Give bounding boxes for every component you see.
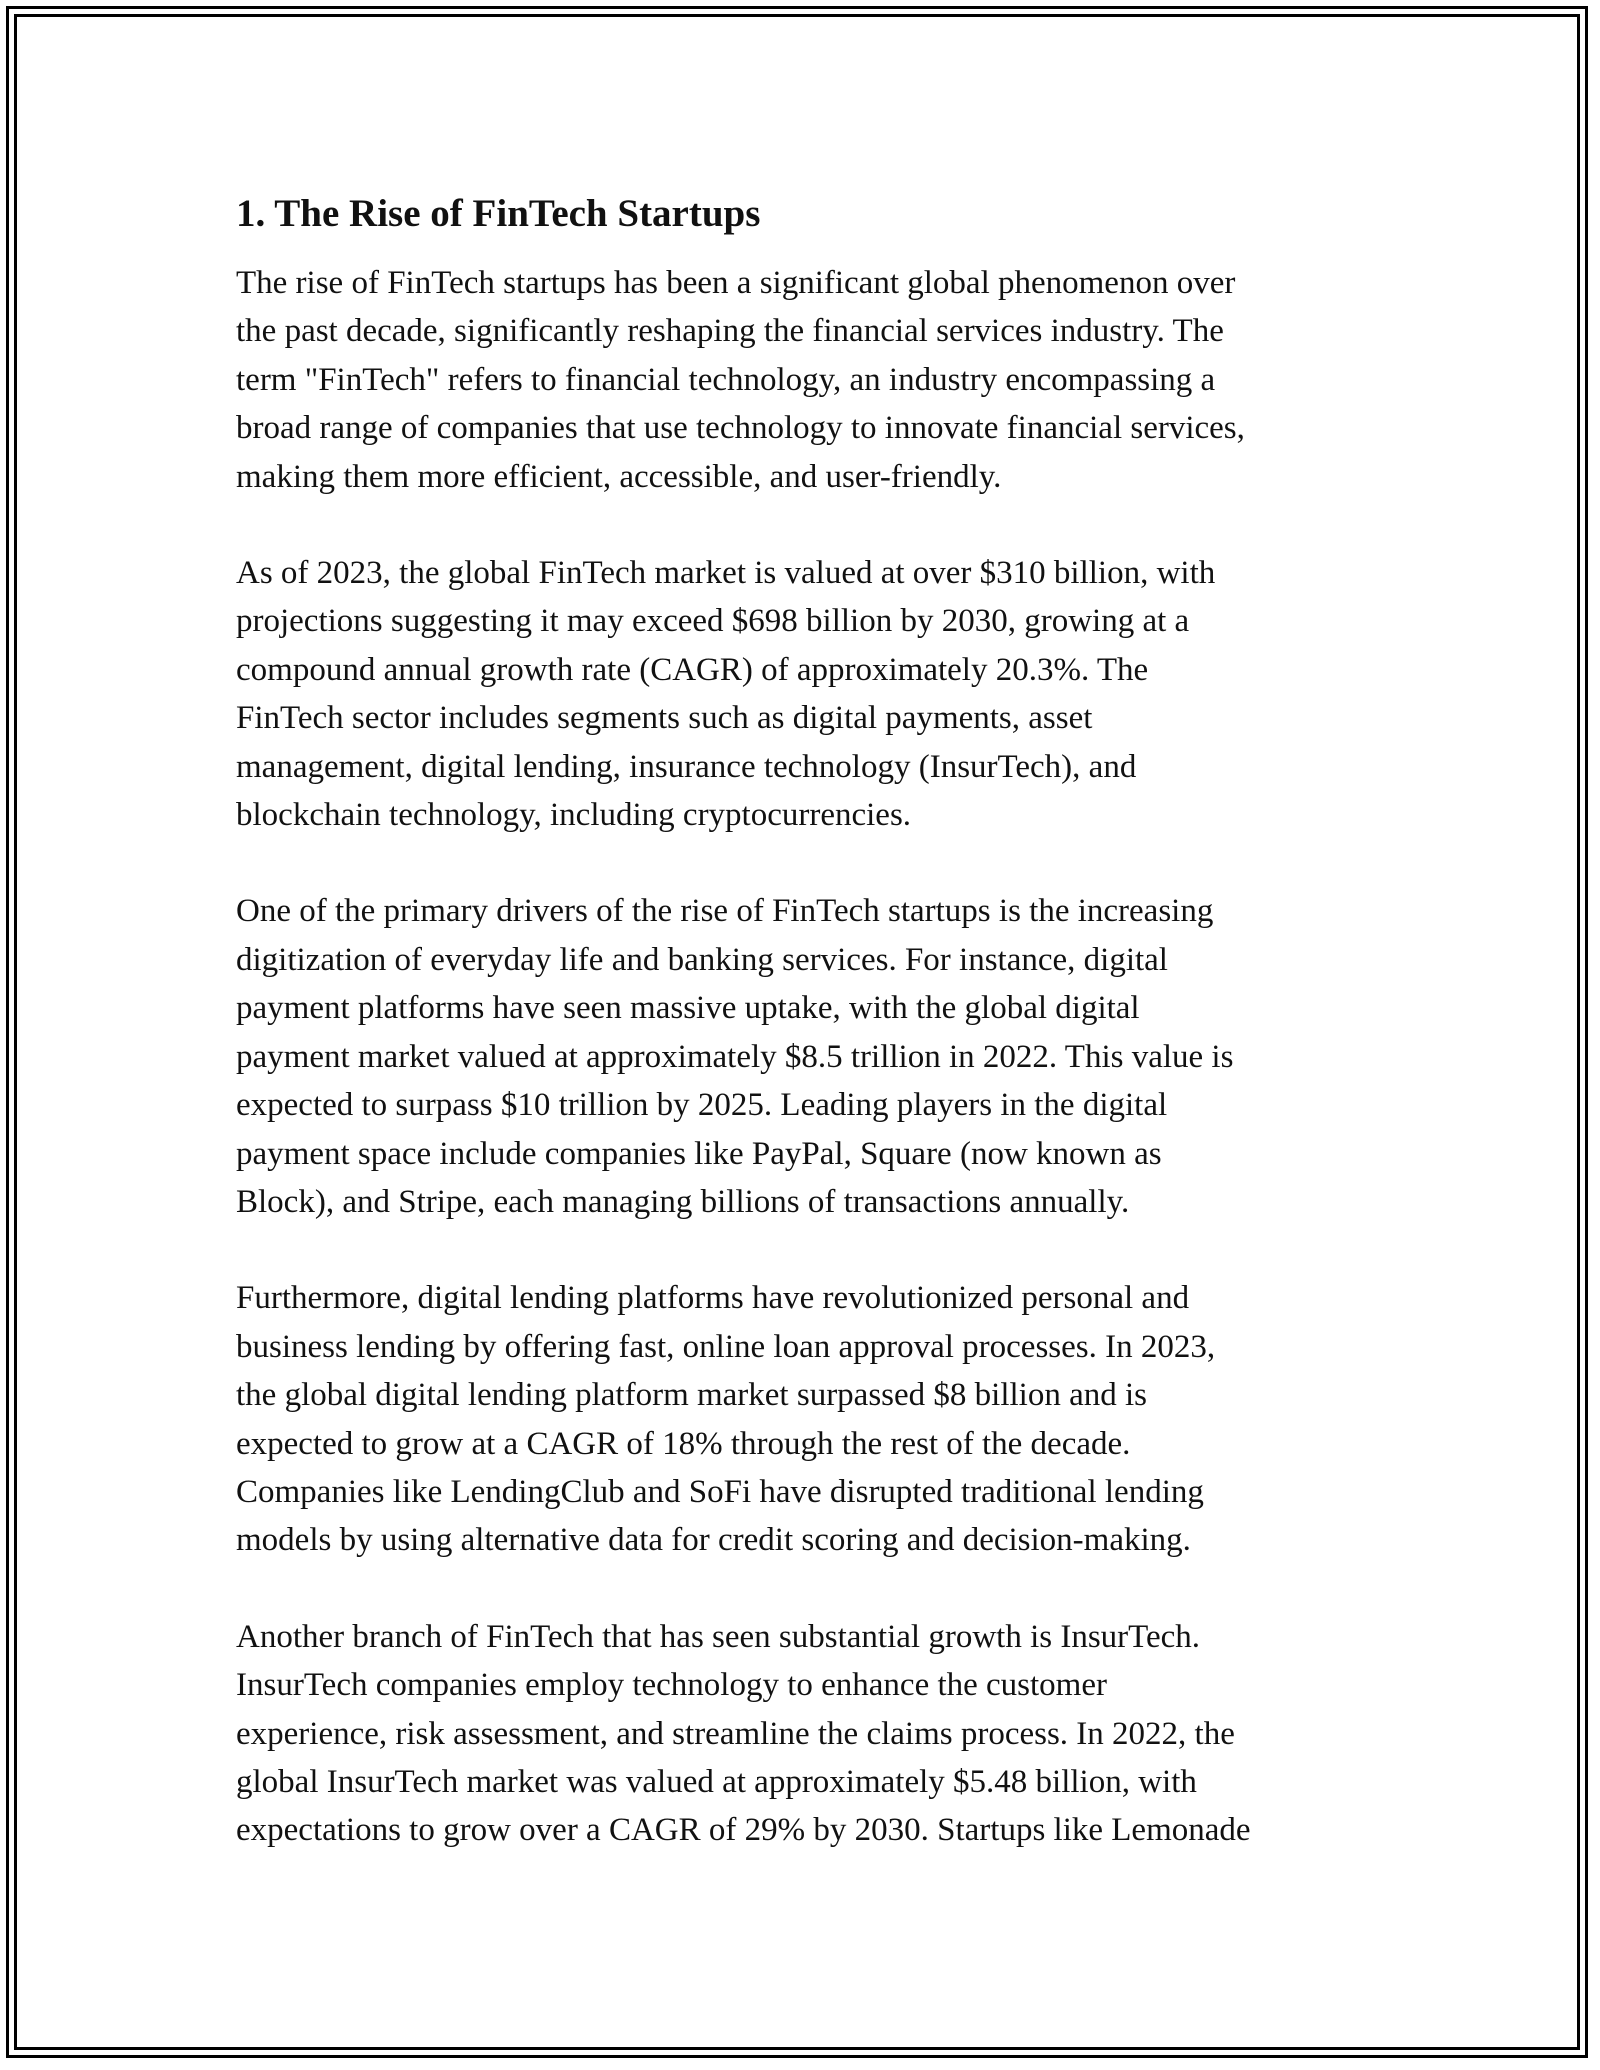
paragraph-intro (236, 259, 1376, 501)
text-line: blockchain technology, including cryptocurrencies. (236, 797, 912, 834)
text-line: FinTech sector includes segments such as digital payments, asset (236, 700, 1093, 737)
text-line: payment market valued at approximately $8.5 trillion in 2022. This value is (236, 1038, 1234, 1075)
text-line: InsurTech companies employ technology to enhance the customer (236, 1667, 1107, 1704)
text-line: One of the primary drivers of the rise of FinTech startups is the increasing (236, 893, 1214, 930)
document-body (236, 185, 1376, 1903)
text-line: term "FinTech" refers to financial technology, an industry encompassing a (236, 361, 1216, 398)
text-line: the past decade, significantly reshaping the financial services industry. The (236, 313, 1224, 350)
text-line: broad range of companies that use technology to innovate financial services, (236, 410, 1245, 447)
section-heading: 1. The Rise of FinTech Startups (236, 192, 761, 235)
text-line: As of 2023, the global FinTech market is valued at over $310 billion, with (236, 555, 1216, 592)
text-line: Furthermore, digital lending platforms have revolutionized personal and (236, 1280, 1190, 1317)
text-line: Companies like LendingClub and SoFi have disrupted traditional lending (236, 1473, 1204, 1510)
paragraph-digital-lending (236, 1274, 1376, 1564)
text-line: experience, risk assessment, and streamline the claims process. In 2022, the (236, 1715, 1235, 1752)
text-line: compound annual growth rate (CAGR) of approximately 20.3%. The (236, 651, 1149, 688)
paragraph-digital-payments (236, 887, 1376, 1226)
text-line: global InsurTech market was valued at approximately $5.48 billion, with (236, 1763, 1197, 1800)
text-line: expected to grow at a CAGR of 18% through the rest of the decade. (236, 1425, 1131, 1462)
text-line: projections suggesting it may exceed $698 billion by 2030, growing at a (236, 603, 1190, 640)
text-line: management, digital lending, insurance technology (InsurTech), and (236, 748, 1137, 785)
text-line: Block), and Stripe, each managing billions of transactions annually. (236, 1183, 1130, 1220)
text-line: expected to surpass $10 trillion by 2025. Leading players in the digital (236, 1087, 1168, 1124)
text-line: expectations to grow over a CAGR of 29% by 2030. Startups like Lemonade (236, 1812, 1251, 1849)
text-line: business lending by offering fast, online loan approval processes. In 2023, (236, 1328, 1216, 1365)
text-line: The rise of FinTech startups has been a significant global phenomenon over (236, 265, 1236, 301)
text-line: models by using alternative data for credit scoring and decision-making. (236, 1522, 1191, 1559)
paragraph-insurtech (236, 1613, 1376, 1855)
text-line: Another branch of FinTech that has seen substantial growth is InsurTech. (236, 1618, 1201, 1655)
text-line: making them more efficient, accessible, and user-friendly. (236, 458, 1002, 495)
text-line: payment platforms have seen massive uptake, with the global digital (236, 990, 1140, 1027)
text-line: the global digital lending platform market surpassed $8 billion and is (236, 1377, 1147, 1414)
paragraph-market-size (236, 549, 1376, 839)
text-line: digitization of everyday life and banking services. For instance, digital (236, 941, 1168, 978)
text-line: payment space include companies like PayPal, Square (now known as (236, 1135, 1162, 1172)
